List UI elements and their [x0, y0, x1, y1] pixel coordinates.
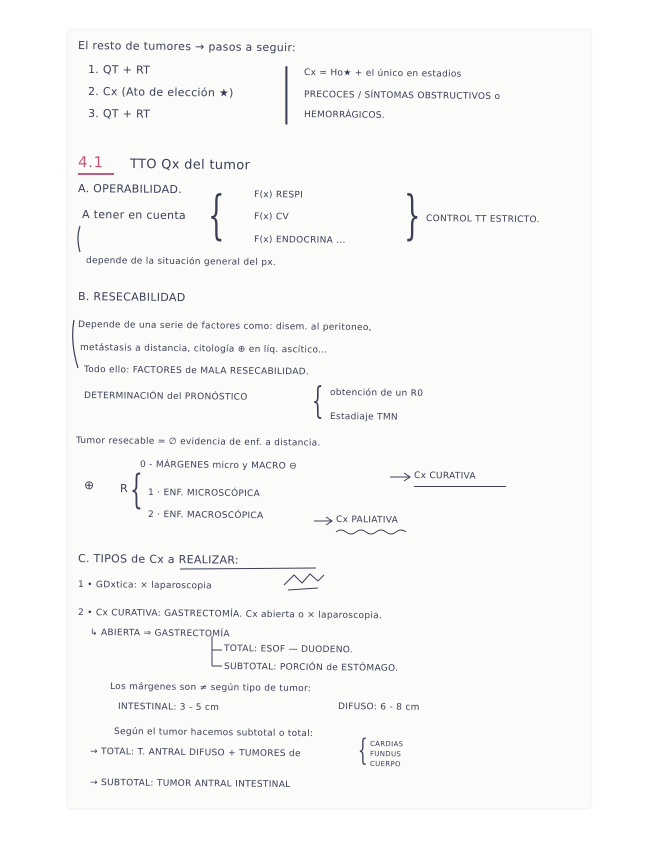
segun-tumor: Según el tumor hacemos subtotal o total: [113, 727, 314, 740]
total-definition: → TOTAL: T. ANTRAL DIFUSO + TUMORES de [89, 747, 301, 760]
note-line-1: Cx = Ho★ + el único en estadios [303, 68, 462, 80]
resecabilidad-title: B. RESECABILIDAD [77, 290, 186, 305]
step-1: 1. QT + RT [87, 63, 151, 77]
margenes-line: Los márgenes son ≠ según tipo de tumor: [109, 682, 312, 695]
total-subtotal-arrows [212, 636, 222, 666]
resecabilidad-line-3: Todo ello: FACTORES de MALA RESECABILIDAD. [83, 365, 310, 378]
r1-enf-micro: 1 · ENF. MICROSCÓPICA [147, 488, 261, 500]
r0-result: Cx CURATIVA [413, 471, 476, 482]
notebook-page [68, 30, 590, 808]
step-3: 3. QT + RT [87, 107, 151, 121]
f-cv: F(x) CV [253, 212, 289, 223]
control-brace: } [404, 186, 421, 246]
step-2: 2. Cx (Ato de elección ★) [87, 85, 234, 100]
pronostico-r0: obtención de un R0 [329, 388, 424, 399]
r2-result: Cx PALIATIVA [335, 515, 399, 526]
ink-marks [68, 30, 590, 808]
resecabilidad-line-1: Depende de una serie de factores como: disem. al peritoneo, [77, 320, 372, 334]
r-marker: ⊕ [83, 478, 95, 493]
r2-result-wavy-underline [336, 530, 406, 534]
note-line-2: PRECOCES / SÍNTOMAS OBSTRUCTIVOS o [303, 90, 501, 103]
laparoscopia-sketch [284, 574, 324, 590]
r2-arrow [314, 517, 332, 525]
tipos-item-2: 2 • Cx CURATIVA: GASTRECTOMÍA. Cx abierta o × laparoscopia. [77, 608, 383, 622]
r-label: R [119, 482, 129, 496]
r0-margins: 0 - MÁRGENES micro y MACRO ⊖ [139, 460, 298, 472]
f-respi: F(x) RESPI [253, 190, 304, 201]
total-cuerpo: CUERPO [369, 760, 401, 769]
header-brace: | [282, 57, 291, 125]
section-title: TTO Qx del tumor [129, 157, 251, 174]
tipos-subtotal: SUBTOTAL: PORCIÓN de ESTÓMAGO. [223, 662, 399, 674]
control-tt: CONTROL TT ESTRICTO. [425, 214, 540, 226]
r0-arrow [390, 473, 410, 481]
tipos-title: C. TIPOS de Cx a REALIZAR: [77, 552, 240, 567]
subtotal-definition: → SUBTOTAL: TUMOR ANTRAL INTESTINAL [89, 778, 291, 791]
resecabilidad-line-2: metástasis a distancia, citología ⊕ en líq. ascítico... [79, 343, 328, 356]
pronostico-brace: { [312, 381, 324, 422]
tipos-item-1: 1 • GDxtica: × laparoscopia [77, 580, 213, 592]
tipos-total: TOTAL: ESOF — DUODENO. [223, 644, 354, 656]
operabilidad-title: A. OPERABILIDAD. [77, 182, 183, 197]
tumor-resecable: Tumor resecable = ∅ evidencia de enf. a distancia. [75, 436, 321, 449]
total-fundus: FUNDUS [369, 750, 402, 759]
operabilidad-brace: { [208, 186, 225, 246]
f-endocrina: F(x) ENDOCRINA ... [253, 235, 346, 246]
operabilidad-depende: depende de la situación general del px. [85, 256, 277, 268]
intro-line: El resto de tumores → pasos a seguir: [77, 39, 297, 55]
a-margin-bracket [78, 226, 80, 252]
total-brace: { [358, 733, 368, 768]
b-margin-bracket [73, 320, 78, 368]
r-brace: { [130, 467, 143, 513]
tipos-abierta: ↳ ABIERTA ⇒ GASTRECTOMÍA [89, 628, 230, 640]
pronostico-label: DETERMINACIÓN del PRONÓSTICO [83, 391, 248, 403]
note-line-3: HEMORRÁGICOS. [303, 110, 385, 121]
section-number: 4.1 [77, 153, 104, 172]
pronostico-tmn: Estadiaje TMN [329, 412, 399, 423]
r2-enf-macro: 2 · ENF. MACROSCÓPICA [147, 510, 264, 522]
tipos-title-underline [180, 568, 316, 569]
operabilidad-tener: A tener en cuenta [81, 208, 187, 223]
margen-intestinal: INTESTINAL: 3 - 5 cm [117, 702, 220, 714]
margen-difuso: DIFUSO: 6 - 8 cm [337, 702, 420, 713]
total-cardias: CARDIAS [369, 740, 404, 749]
